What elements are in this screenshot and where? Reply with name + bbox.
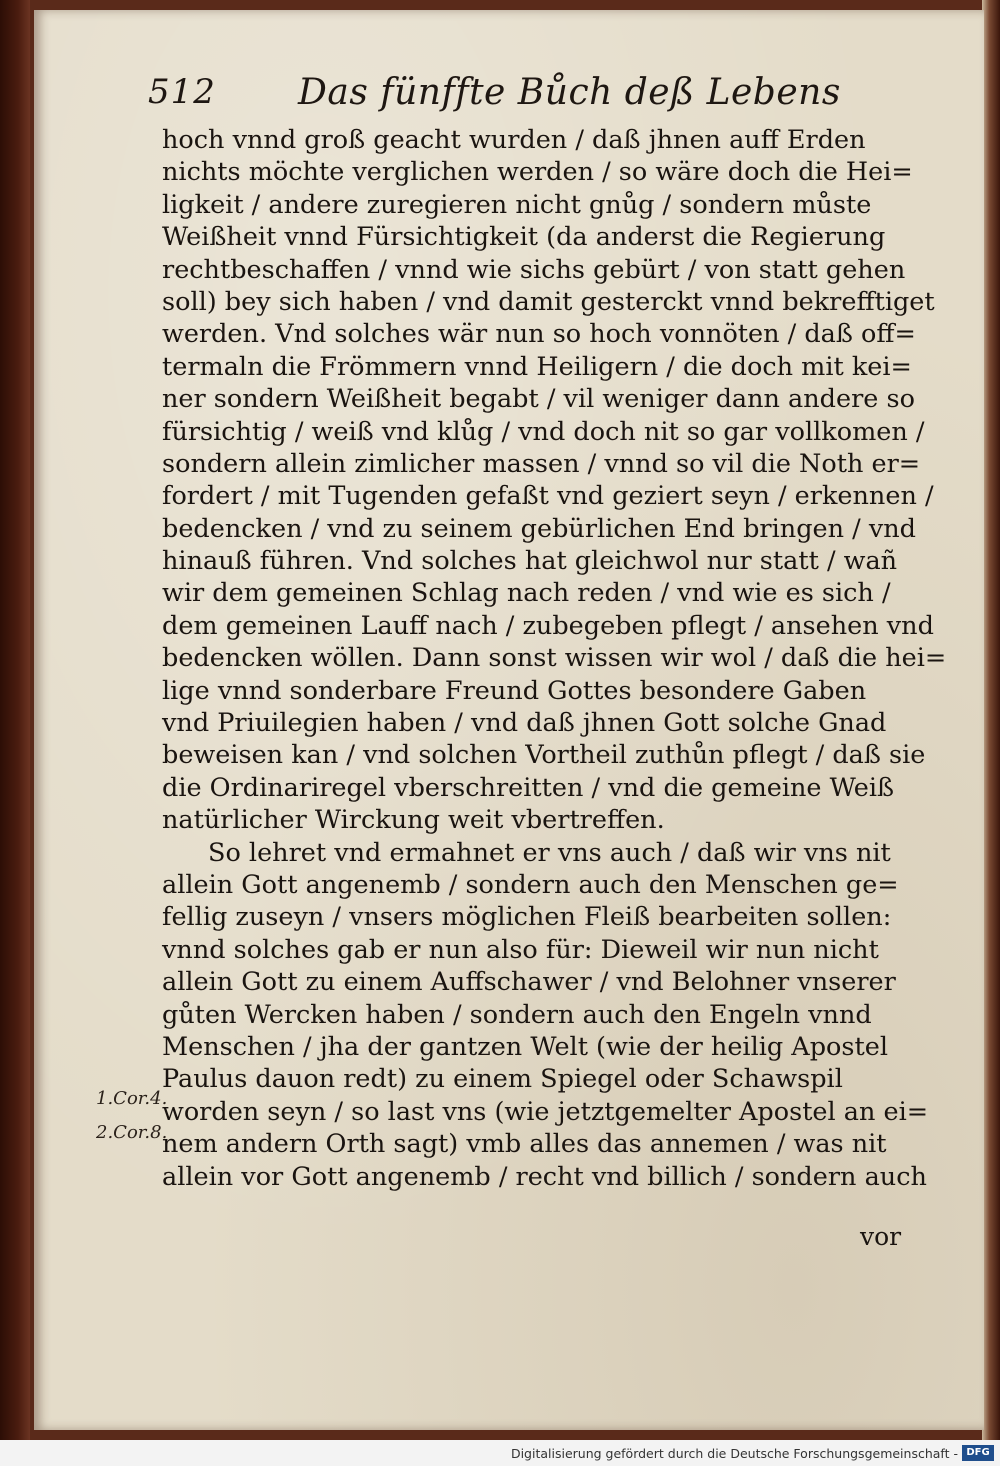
text-line: Weißheit vnnd Fürsichtigkeit (da anderst die Regierung <box>162 222 886 253</box>
text-line: bedencken wöllen. Dann sonst wissen wir wol / daß die hei= <box>162 643 947 674</box>
text-line: soll) bey sich haben / vnd damit gesterckt vnnd bekrefftiget <box>162 286 935 317</box>
text-line: termaln die Frömmern vnnd Heiligern / die doch mit kei= <box>162 351 912 382</box>
text-line: die Ordinariregel vberschreitten / vnd die gemeine Weiß <box>162 772 895 803</box>
text-line: allein vor Gott angenemb / recht vnd billich / sondern auch <box>162 1161 927 1192</box>
funding-credit: Digitalisierung gefördert durch die Deutsche Forschungsgemeinschaft - <box>510 1446 958 1461</box>
text-line: dem gemeinen Lauff nach / zubegeben pflegt / ansehen vnd <box>162 610 934 641</box>
running-head: Das fünffte Bůch deß Lebens <box>298 72 841 113</box>
text-line: lige vnnd sonderbare Freund Gottes besondere Gaben <box>162 675 867 706</box>
text-line: bedencken / vnd zu seinem gebürlichen End bringen / vnd <box>162 513 916 544</box>
text-line: hoch vnnd groß geacht wurden / daß jhnen auff Erden <box>162 125 866 155</box>
page-header <box>148 72 841 124</box>
text-line: fordert / mit Tugenden gefaßt vnd geziert seyn / erkennen / <box>162 481 934 512</box>
margin-note-reference: 1.Cor.4. <box>96 1088 168 1109</box>
text-line: sondern allein zimlicher massen / vnnd so vil die Noth er= <box>162 448 921 479</box>
text-line: gůten Wercken haben / sondern auch den Engeln vnnd <box>162 999 872 1030</box>
dfg-logo: DFG <box>962 1445 994 1461</box>
text-line: vnnd solches gab er nun also für: Dieweil wir nun nicht <box>162 934 879 965</box>
text-line: beweisen kan / vnd solchen Vortheil zuthůn pflegt / daß sie <box>162 740 926 771</box>
text-line: fellig zuseyn / vnsers möglichen Fleiß bearbeiten sollen: <box>162 902 892 933</box>
digitization-footer <box>0 1440 1000 1466</box>
catchword: vor <box>860 1222 902 1251</box>
text-line: nem andern Orth sagt) vmb alles das annemen / was nit <box>162 1129 887 1160</box>
text-line: ligkeit / andere zuregieren nicht gnůg / sondern můste <box>162 189 872 220</box>
text-line: worden seyn / so last vns (wie jetztgemelter Apostel an ei= <box>162 1096 929 1127</box>
text-line: Menschen / jha der gantzen Welt (wie der heilig Apostel <box>162 1031 888 1062</box>
book-cover-edge <box>982 0 1000 1440</box>
text-line: hinauß führen. Vnd solches hat gleichwol nur statt / wañ <box>162 546 898 577</box>
text-line: Paulus dauon redt) zu einem Spiegel oder Schawspil <box>162 1064 843 1095</box>
text-line: rechtbeschaffen / vnnd wie sichs gebürt / von statt gehen <box>162 254 906 285</box>
margin-note-reference: 2.Cor.8. <box>96 1122 168 1143</box>
text-line: vnd Priuilegien haben / vnd daß jhnen Gott solche Gnad <box>162 708 887 739</box>
text-line-paragraph-start: So lehret vnd ermahnet er vns auch / daß wir vns nit <box>208 837 891 868</box>
text-line: allein Gott angenemb / sondern auch den Menschen ge= <box>162 869 899 900</box>
text-line: werden. Vnd solches wär nun so hoch vonnöten / daß off= <box>162 319 916 350</box>
text-line: ner sondern Weißheit begabt / vil weniger dann andere so <box>162 384 915 415</box>
book-binding-edge <box>0 0 30 1440</box>
text-line: wir dem gemeinen Schlag nach reden / vnd wie es sich / <box>162 578 891 609</box>
text-line: fürsichtig / weiß vnd klůg / vnd doch nit so gar vollkomen / <box>162 416 925 447</box>
text-line: allein Gott zu einem Auffschawer / vnd Belohner vnserer <box>162 967 896 998</box>
page-number: 512 <box>148 72 216 112</box>
text-line: natürlicher Wirckung weit vbertreffen. <box>162 805 665 836</box>
text-line: nichts möchte verglichen werden / so wäre doch die Hei= <box>162 157 913 188</box>
body-text <box>162 124 947 1193</box>
